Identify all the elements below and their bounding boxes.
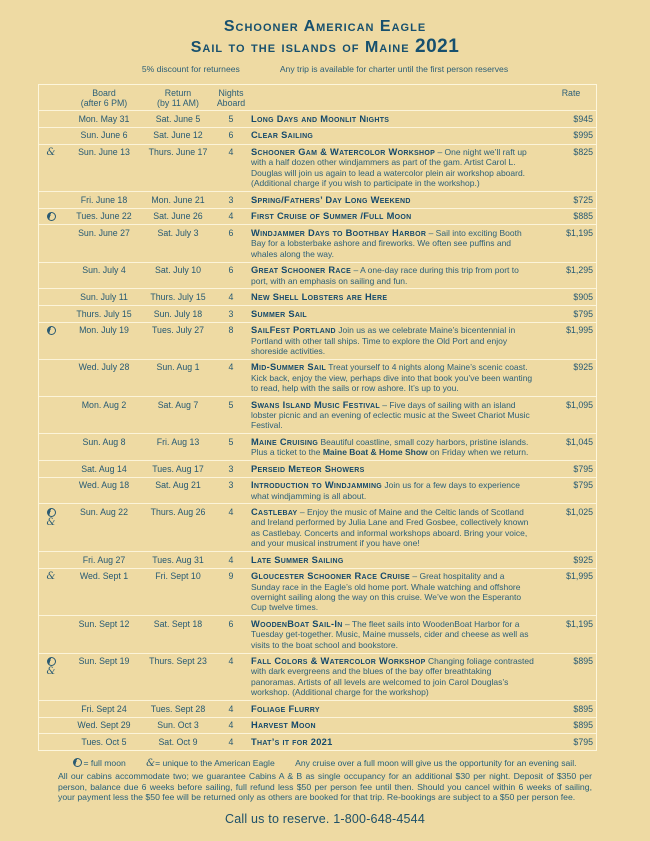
row-symbols: [39, 292, 63, 293]
rate-value: $895: [573, 656, 593, 667]
row-symbols: [39, 362, 63, 363]
table-row: [39, 733, 596, 750]
row-symbols: [39, 507, 63, 527]
board-date: Wed. July 28: [78, 362, 130, 373]
board-date: Sun. June 27: [78, 227, 130, 238]
full-moon-icon: [47, 212, 56, 221]
rate-value: $725: [573, 194, 593, 205]
return-column-header: Return (by 11 AM): [157, 88, 199, 109]
board-date: Thurs. July 15: [76, 308, 132, 319]
rate-value: $795: [573, 463, 593, 474]
trip-title: Mid-Summer Sail: [251, 362, 327, 373]
trip-description: – Great hospitality and a Sunday race in the Eagle’s old home port. Whale watching and offshore overnight sailing along the way on this cruise. We’ve won the Esperanto Cup twelve times.: [251, 571, 522, 613]
trip-description: Beautiful coastline, small cozy harbors, pristine islands. Plus a ticket to the: [251, 436, 529, 458]
full-moon-icon: [73, 758, 82, 767]
rate-value: $795: [573, 480, 593, 491]
rate-value: $925: [573, 554, 593, 565]
trip-cell: [251, 362, 546, 393]
trip-cell: [251, 656, 546, 698]
row-symbols: [39, 464, 63, 465]
return-date: Mon. June 21: [151, 194, 205, 205]
nights-column-header: Nights Aboard: [216, 88, 246, 109]
row-symbols: [39, 737, 63, 738]
trip-title: Great Schooner Race: [251, 265, 352, 276]
rate-value: $995: [573, 130, 593, 141]
return-date: Sat. Sept 18: [153, 618, 203, 629]
board-date: Tues. June 22: [76, 211, 132, 222]
trip-cell: [251, 400, 546, 431]
table-row: [39, 477, 596, 504]
nights-aboard: 4: [228, 291, 234, 302]
nights-aboard: 4: [228, 736, 234, 747]
table-header-row: [39, 85, 596, 110]
trip-description: – A one-day race during this trip from port to port, with an emphasis on sailing and fun.: [251, 265, 519, 286]
header-notes: [0, 64, 650, 74]
nights-aboard: 4: [228, 211, 234, 222]
table-row: [39, 322, 596, 359]
rate-value: $945: [573, 113, 593, 124]
nights-aboard: 3: [228, 480, 234, 491]
trip-cell: [251, 619, 546, 650]
table-row: [39, 551, 596, 568]
board-date: Mon. Aug 2: [81, 399, 127, 410]
masthead: [0, 0, 650, 74]
page-title-year: 2021: [415, 35, 460, 57]
charter-note: Any trip is available for charter until the first person reserves: [279, 64, 509, 75]
return-date: Fri. Aug 13: [156, 436, 200, 447]
trip-cell: [251, 147, 546, 189]
row-symbols: [39, 325, 63, 335]
return-date: Thurs. Sept 23: [149, 656, 207, 667]
return-date: Sat. Aug 21: [155, 480, 201, 491]
trip-cell: [251, 480, 546, 501]
row-symbols: [39, 720, 63, 721]
trip-cell: [251, 211, 546, 221]
trip-cell: [251, 507, 546, 549]
table-row: [39, 127, 596, 144]
trip-title: SailFest Portland: [251, 325, 336, 336]
table-row: [39, 615, 596, 652]
board-date: Wed. Sept 29: [77, 720, 131, 731]
rate-value: $885: [573, 211, 593, 222]
return-date: Tues. Aug 17: [152, 463, 204, 474]
return-date: Thurs. July 15: [150, 291, 206, 302]
board-date: Sun. Sept 19: [78, 656, 130, 667]
trip-title: Gloucester Schooner Race Cruise: [251, 571, 411, 582]
rate-value: $895: [573, 720, 593, 731]
trip-title: Clear Sailing: [251, 130, 314, 141]
nights-aboard: 4: [228, 554, 234, 565]
trip-title: Maine Cruising: [251, 436, 319, 447]
nights-aboard: 4: [228, 147, 234, 158]
row-symbols: [39, 114, 63, 115]
schedule-table: [38, 84, 597, 751]
board-date: Sun. Aug 22: [80, 506, 128, 517]
trip-description: – The fleet sails into WoodenBoat Harbor for a Tuesday get-together. Music, Maine mussels, cider and cheese as well as visits to the boat school and bookstore.: [251, 618, 529, 650]
rate-value: $925: [573, 362, 593, 373]
trip-cell: [251, 464, 546, 474]
return-date: Tues. July 27: [152, 325, 204, 336]
table-row: [39, 191, 596, 208]
ampersand-icon: &: [146, 757, 156, 769]
trip-cell: [251, 265, 546, 286]
rate-value: $795: [573, 736, 593, 747]
trip-description: Join us for a few days to experience what windjamming is all about.: [251, 480, 521, 501]
return-date: Sat. Oct 9: [158, 736, 198, 747]
table-row: [39, 700, 596, 717]
table-row: [39, 568, 596, 616]
trip-title: Introduction to Windjamming: [251, 480, 383, 491]
board-date: Sat. Aug 14: [81, 463, 127, 474]
ampersand-icon: &: [46, 666, 56, 678]
board-date: Tues. Oct 5: [81, 736, 127, 747]
trip-title: New Shell Lobsters are Here: [251, 291, 388, 302]
board-date: Mon. May 31: [78, 113, 130, 124]
row-symbols: [39, 619, 63, 620]
trip-cell: [251, 130, 546, 140]
rate-value: $795: [573, 308, 593, 319]
trip-cell: [251, 737, 546, 747]
trip-cell: [251, 555, 546, 565]
trip-description: Treat yourself to 4 nights along Maine’s scenic coast. Kick back, enjoy the view, perhaps dive into that book you’ve been wanting to read, help with the sails or row ashore. It’s up to you.: [251, 362, 533, 394]
nights-aboard: 3: [228, 463, 234, 474]
trip-cell: [251, 571, 546, 613]
trip-description: – Five days of sailing with an island lobster picnic and an evening of eclectic music at the Sweet Chariot Music Festival.: [251, 399, 530, 431]
return-date: Fri. Sept 10: [155, 571, 201, 582]
board-date: Sun. June 6: [80, 130, 128, 141]
trip-title: Swans Island Music Festival: [251, 399, 380, 410]
trip-cell: [251, 292, 546, 302]
table-row: [39, 460, 596, 477]
row-symbols: [39, 195, 63, 196]
nights-aboard: 4: [228, 506, 234, 517]
trip-description: Changing foliage contrasted with dark evergreens and the blues of the bay offer breathtaking panoramas. Artists of all levels are welcomed to join Carol Douglas’s workshop. (Additional charge for the workshop): [251, 656, 534, 698]
row-symbols: [39, 656, 63, 676]
rate-value: $1,045: [566, 436, 593, 447]
page-title-line2-text: Sail to the islands of Maine: [190, 38, 410, 56]
board-date: Sun. July 11: [80, 291, 128, 302]
discount-note: 5% discount for returnees: [141, 64, 240, 75]
nights-aboard: 6: [228, 265, 234, 276]
legend-full-moon: = full moon: [73, 758, 128, 768]
board-date: Wed. Aug 18: [78, 480, 130, 491]
table-row: [39, 144, 596, 192]
board-column-header: Board (after 6 PM): [80, 88, 128, 109]
table-row: [39, 110, 596, 127]
legend: [0, 758, 650, 768]
nights-aboard: 5: [228, 436, 234, 447]
table-row: [39, 433, 596, 460]
board-date: Fri. Sept 24: [81, 703, 127, 714]
return-date: Sun. Aug 1: [156, 362, 200, 373]
trip-title: Late Summer Sailing: [251, 554, 344, 565]
table-row: [39, 717, 596, 734]
legend-unique: &= unique to the American Eagle: [146, 757, 275, 769]
rate-value: $1,995: [566, 325, 593, 336]
board-date: Mon. July 19: [79, 325, 129, 336]
trip-description: – Sail into exciting Booth Bay for a lobsterbake ashore and fireworks. We often see puffins and whales along the way.: [251, 227, 522, 259]
nights-aboard: 5: [228, 113, 234, 124]
trip-cell: [251, 720, 546, 730]
table-row: [39, 208, 596, 225]
full-moon-icon: [47, 657, 56, 666]
row-symbols: [39, 309, 63, 310]
trip-title: Summer Sail: [251, 308, 308, 319]
rate-value: $1,295: [566, 265, 593, 276]
nights-aboard: 4: [228, 703, 234, 714]
nights-aboard: 4: [228, 362, 234, 373]
ampersand-icon: &: [46, 147, 56, 159]
rate-value: $905: [573, 291, 593, 302]
trip-title: Long Days and Moonlit Nights: [251, 113, 390, 124]
trip-cell: [251, 228, 546, 259]
trip-title: Perseid Meteor Showers: [251, 463, 365, 474]
table-row: [39, 359, 596, 396]
nights-aboard: 9: [228, 571, 234, 582]
row-symbols: [39, 147, 63, 157]
return-date: Sat. Aug 7: [157, 399, 199, 410]
nights-aboard: 5: [228, 399, 234, 410]
trip-title: First Cruise of Summer /Full Moon: [251, 211, 412, 222]
trip-description: Maine Boat & Home Show: [322, 447, 428, 458]
row-symbols: [39, 130, 63, 131]
trip-cell: [251, 195, 546, 205]
nights-aboard: 6: [228, 618, 234, 629]
booking-terms: All our cabins accommodate two; we guarantee Cabins A & B as single occupancy for an additional $30 per night. Deposit of $350 per person, balance due 6 weeks before sailing, full refund less $50 per person fee until then. Should you cancel within 6 weeks of sailing, your payment less the $50 fee will be returned only as others are booked for that trip. Re-bookings are subject to a $50 per person fee.: [58, 770, 592, 803]
table-row: [39, 224, 596, 261]
table-row: [39, 262, 596, 289]
table-row: [39, 305, 596, 322]
rate-value: $1,025: [566, 506, 593, 517]
return-date: Sun. July 18: [153, 308, 203, 319]
return-date: Sun. Oct 3: [157, 720, 199, 731]
nights-aboard: 8: [228, 325, 234, 336]
return-date: Sat. June 12: [153, 130, 203, 141]
nights-aboard: 6: [228, 227, 234, 238]
full-moon-icon: [47, 508, 56, 517]
nights-aboard: 3: [228, 194, 234, 205]
board-date: Wed. Sept 1: [79, 571, 129, 582]
nights-aboard: 6: [228, 130, 234, 141]
return-date: Sat. June 5: [155, 113, 201, 124]
trip-cell: [251, 309, 546, 319]
trip-cell: [251, 114, 546, 124]
rate-value: $1,195: [566, 618, 593, 629]
nights-aboard: 3: [228, 308, 234, 319]
trip-description: – Enjoy the music of Maine and the Celtic lands of Scotland and Ireland performed by Julia Lane and Fred Gosbee, collectively known as Castlebay. Concerts and informal workshops aboard. Bring your voice, and your musical instrument if you have one!: [251, 506, 529, 549]
row-symbols: [39, 437, 63, 438]
trip-cell: [251, 704, 546, 714]
row-symbols: [39, 704, 63, 705]
full-moon-icon: [47, 326, 56, 335]
ampersand-icon: &: [46, 516, 56, 528]
table-row: [39, 396, 596, 433]
row-symbols: [39, 211, 63, 221]
trip-title: Schooner Gam & Watercolor Workshop: [251, 147, 436, 158]
return-date: Sat. June 26: [153, 211, 203, 222]
table-row: [39, 503, 596, 551]
return-date: Sat. July 10: [155, 265, 201, 276]
trip-description: on Friday when we return.: [427, 447, 529, 458]
trip-title: Windjammer Days to Boothbay Harbor: [251, 227, 427, 238]
trip-title: Spring/Fathers’ Day Long Weekend: [251, 194, 411, 205]
board-date: Sun. July 4: [82, 265, 126, 276]
return-date: Tues. Aug 31: [152, 554, 204, 565]
trip-cell: [251, 437, 546, 458]
return-date: Sat. July 3: [157, 227, 199, 238]
board-date: Sun. June 13: [78, 147, 130, 158]
table-row: [39, 288, 596, 305]
nights-aboard: 4: [228, 656, 234, 667]
rate-value: $1,995: [566, 571, 593, 582]
reservation-phone: Call us to reserve. 1-800-648-4544: [225, 811, 425, 826]
rate-value: $825: [573, 147, 593, 158]
rate-column-header: Rate: [561, 88, 581, 99]
row-symbols: [39, 480, 63, 481]
trip-description: – One night we’ll raft up with a half dozen other windjammers as part of the gam. Artist Carol L. Douglas will join us again to lead a watercolor plein air workshop aboard. (Additional charge if you wish to participate in the workshop.): [251, 147, 527, 189]
board-date: Sun. Sept 12: [78, 618, 130, 629]
row-symbols: [39, 228, 63, 229]
return-date: Thurs. Aug 26: [150, 506, 206, 517]
page-title-line1: Schooner American Eagle: [223, 18, 427, 35]
board-date: Fri. June 18: [80, 194, 128, 205]
trip-description: Join us as we celebrate Maine’s bicentennial in Portland with other tall ships. Time to explore the Old Port and enjoy shoreside activities.: [251, 325, 516, 356]
row-symbols: [39, 400, 63, 401]
board-date: Fri. Aug 27: [82, 554, 126, 565]
trip-cell: [251, 325, 546, 356]
nights-aboard: 4: [228, 720, 234, 731]
trip-title: WoodenBoat Sail-In: [251, 618, 343, 629]
board-date: Sun. Aug 8: [82, 436, 126, 447]
return-date: Thurs. June 17: [148, 147, 208, 158]
trip-title: Fall Colors & Watercolor Workshop: [251, 656, 426, 667]
trip-title: That’s it for 2021: [251, 736, 333, 747]
trip-title: Harvest Moon: [251, 720, 316, 731]
trip-title: Foliage Flurry: [251, 703, 320, 714]
legend-note: Any cruise over a full moon will give us the opportunity for an evening sail.: [295, 757, 577, 768]
rate-value: $1,195: [566, 227, 593, 238]
page-title-line2: [0, 36, 650, 57]
rate-value: $895: [573, 703, 593, 714]
row-symbols: [39, 555, 63, 556]
table-row: [39, 653, 596, 701]
trip-title: Castlebay: [251, 506, 298, 517]
ampersand-icon: &: [46, 571, 56, 583]
table-body: [39, 110, 596, 750]
return-date: Tues. Sept 28: [150, 703, 206, 714]
row-symbols: [39, 571, 63, 581]
rate-value: $1,095: [566, 399, 593, 410]
row-symbols: [39, 265, 63, 266]
